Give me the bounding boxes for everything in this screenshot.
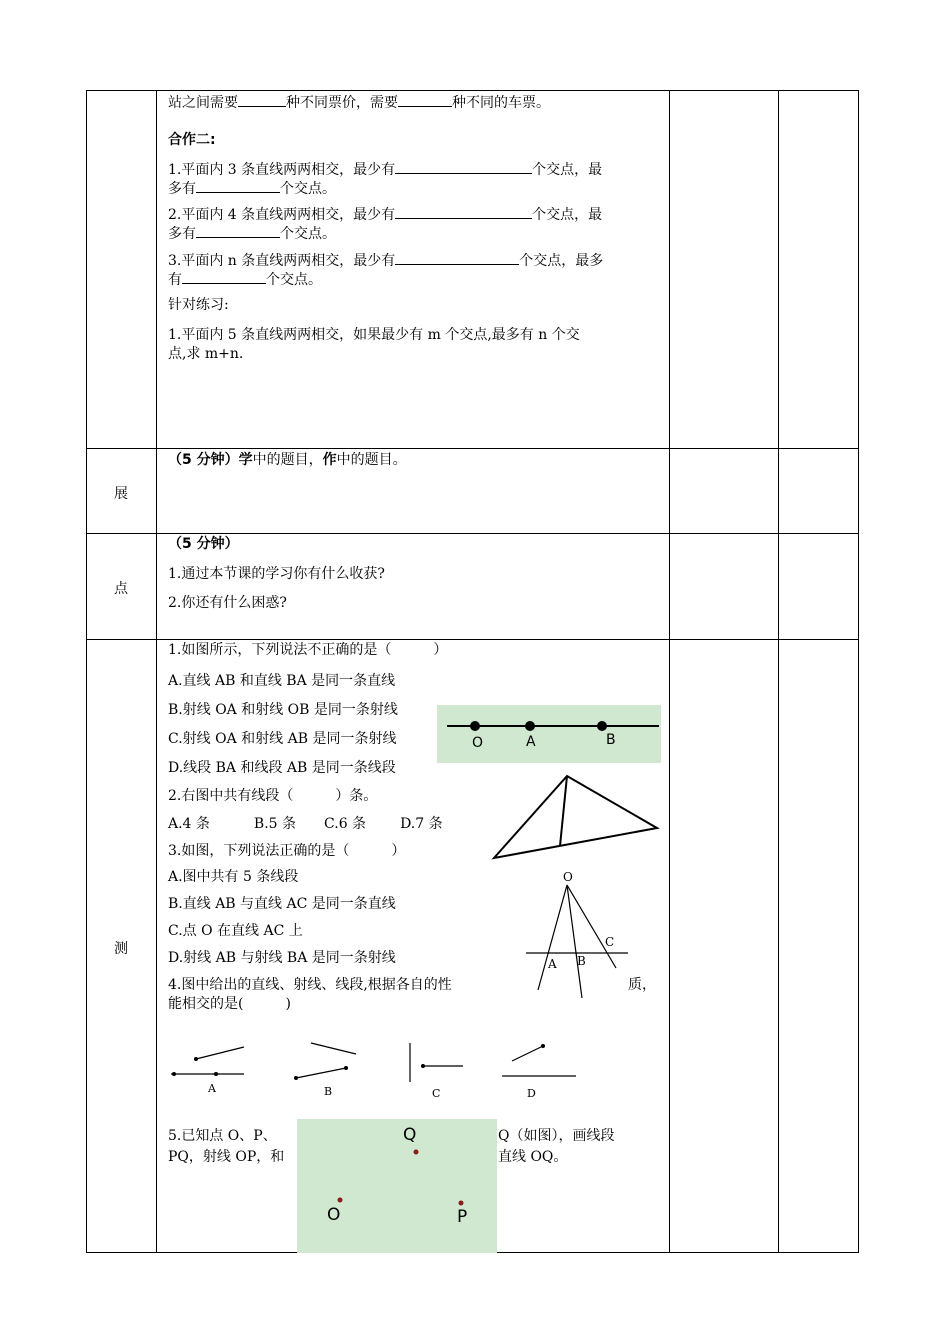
fig1-point-a xyxy=(525,721,535,731)
fig4-a-segment xyxy=(196,1047,244,1059)
fig4-a-point-3 xyxy=(214,1072,218,1076)
ce-q1-option-b: B.射线 OA 和射线 OB 是同一条射线 xyxy=(168,702,398,718)
fig5-label-q: Q xyxy=(403,1125,417,1145)
table-col-divider-1 xyxy=(156,90,157,1253)
fig4-label-c: C xyxy=(432,1087,441,1100)
fig1-point-b xyxy=(597,721,607,731)
ce-question-4-line-1-end: 质， xyxy=(628,977,656,993)
fig4-b-point-2 xyxy=(344,1066,348,1070)
fig4-b-segment xyxy=(296,1068,346,1078)
ce-question-5-line-2a: PQ，射线 OP，和 xyxy=(168,1149,285,1165)
question-3-line-1: 3.平面内 n 条直线两两相交，最少有 个交点，最多 xyxy=(168,250,603,271)
ce-question-2: 2.右图中共有线段（ ）条。 xyxy=(168,788,378,804)
ce-question-4-line-1: 4.图中给出的直线、射线、线段,根据各自的性 xyxy=(168,977,452,993)
row-label-ce: 测 xyxy=(114,941,128,957)
question-2-line-1: 2.平面内 4 条直线两两相交，最少有 个交点，最 xyxy=(168,204,602,225)
fig3-ray-3 xyxy=(567,885,616,968)
fig3-label-b: B xyxy=(577,954,586,968)
fig2-triangle-outline xyxy=(494,776,657,858)
fig4-a-point xyxy=(194,1057,198,1061)
table-col-divider-2 xyxy=(669,90,670,1253)
fig1-label-b: B xyxy=(606,732,616,748)
fig3-label-c: C xyxy=(605,935,615,949)
practice-line-2: 点,求 m+n. xyxy=(168,346,244,362)
zhan-text: （5 分钟）学中的题目，作中的题目。 xyxy=(168,452,407,468)
ce-question-3: 3.如图，下列说法正确的是（ ） xyxy=(168,843,406,859)
figure-points-opq xyxy=(297,1119,497,1253)
fig4-d-point xyxy=(541,1044,545,1048)
dian-time: （5 分钟） xyxy=(168,536,239,552)
table-row-divider-3 xyxy=(86,639,859,640)
fig5-point-q xyxy=(414,1150,419,1155)
fig4-label-a: A xyxy=(208,1082,216,1095)
ce-question-5-line-1b: Q（如图），画线段 xyxy=(498,1128,615,1144)
fig4-label-d: D xyxy=(527,1087,536,1100)
table-row-divider-1 xyxy=(86,448,859,449)
ce-question-1: 1.如图所示，下列说法不正确的是（ ） xyxy=(168,642,448,658)
ce-q1-option-c: C.射线 OA 和射线 AB 是同一条射线 xyxy=(168,731,397,747)
text-line-0: 站之间需要 种不同票价，需要 种不同的车票。 xyxy=(168,92,550,113)
figure-line-oab-svg xyxy=(437,705,661,763)
fig1-label-o: O xyxy=(472,735,484,751)
fig3-ray-2 xyxy=(567,885,582,998)
table-border-left xyxy=(86,90,87,1253)
figure-line-oab xyxy=(437,705,661,763)
table-row-divider-2 xyxy=(86,533,859,534)
dian-question-2: 2.你还有什么困惑? xyxy=(168,595,287,611)
ce-q1-option-a: A.直线 AB 和直线 BA 是同一条直线 xyxy=(168,673,396,689)
fig3-label-o: O xyxy=(563,870,573,884)
fig5-point-p xyxy=(459,1201,464,1206)
ce-question-5-line-2b: 直线 OQ。 xyxy=(498,1149,568,1165)
practice-line-1: 1.平面内 5 条直线两两相交，如果最少有 m 个交点,最多有 n 个交 xyxy=(168,327,580,343)
question-3-line-2: 有 个交点。 xyxy=(168,269,322,290)
fig1-point-o xyxy=(470,721,480,731)
figure-triangle xyxy=(490,773,662,863)
ce-question-4-line-2: 能相交的是( ) xyxy=(168,996,291,1012)
ce-q1-option-d: D.线段 BA 和线段 AB 是同一条线段 xyxy=(168,760,396,776)
fig1-label-a: A xyxy=(526,734,536,750)
figure-points-opq-svg xyxy=(297,1119,497,1253)
fig4-b-point-1 xyxy=(294,1076,298,1080)
row-label-zhan: 展 xyxy=(114,486,128,502)
figure-options-abcd xyxy=(166,1038,586,1090)
section-heading: 合作二: xyxy=(168,132,216,148)
fig4-a-point-2 xyxy=(172,1072,176,1076)
fig5-label-p: P xyxy=(457,1207,468,1227)
ce-q3-option-c: C.点 O 在直线 AC 上 xyxy=(168,923,303,939)
fig4-b-line xyxy=(311,1043,356,1054)
fig5-point-o xyxy=(338,1198,343,1203)
table-border-right xyxy=(858,90,859,1253)
fig4-c-point xyxy=(421,1064,425,1068)
figure-rays-o xyxy=(520,870,640,1000)
figure-rays-o-svg xyxy=(520,870,640,1000)
fig4-label-b: B xyxy=(324,1085,333,1098)
practice-heading: 针对练习: xyxy=(168,297,229,313)
ce-q2-options: A.4 条 B.5 条 C.6 条 D.7 条 xyxy=(168,816,443,832)
row-label-dian: 点 xyxy=(114,581,128,597)
question-1-line-2: 多有 个交点。 xyxy=(168,178,336,199)
ce-q3-option-a: A.图中共有 5 条线段 xyxy=(168,869,299,885)
fig3-label-a: A xyxy=(548,957,557,971)
ce-question-5-line-1a: 5.已知点 O、P、 xyxy=(168,1128,277,1144)
ce-q3-option-b: B.直线 AB 与直线 AC 是同一条直线 xyxy=(168,896,396,912)
fig4-d-ray xyxy=(512,1046,543,1061)
ce-q3-option-d: D.射线 AB 与射线 BA 是同一条射线 xyxy=(168,950,396,966)
fig5-label-o: O xyxy=(327,1205,341,1225)
dian-question-1: 1.通过本节课的学习你有什么收获? xyxy=(168,566,385,582)
fig3-ray-1 xyxy=(538,885,567,990)
question-2-line-2: 多有 个交点。 xyxy=(168,223,336,244)
fig2-inner-line xyxy=(560,776,567,846)
table-col-divider-3 xyxy=(778,90,779,1253)
table-border-top xyxy=(86,90,859,91)
question-1-line-1: 1.平面内 3 条直线两两相交，最少有 个交点，最 xyxy=(168,159,602,180)
